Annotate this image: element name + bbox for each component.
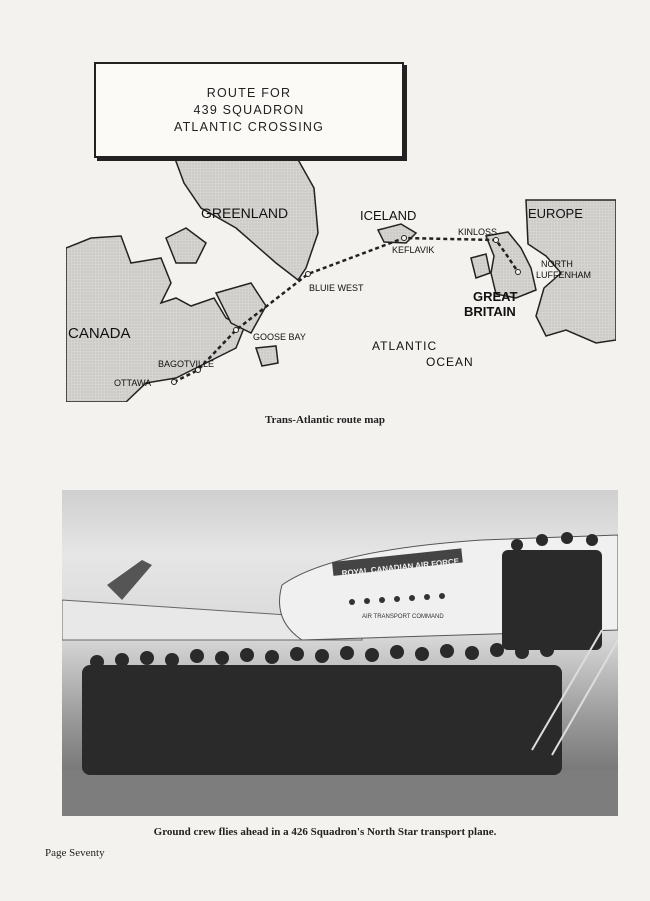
bluie-west-point bbox=[306, 272, 311, 277]
iceland-label: ICELAND bbox=[360, 208, 417, 223]
great-britain-label-2: BRITAIN bbox=[464, 304, 516, 319]
canada-label: CANADA bbox=[68, 325, 131, 342]
atlantic-label-2: OCEAN bbox=[426, 355, 474, 369]
north-luffenham-point bbox=[516, 270, 521, 275]
bluie-west-label: BLUIE WEST bbox=[309, 283, 364, 293]
keflavik-label: KEFLAVIK bbox=[392, 245, 435, 255]
goose-bay-label: GOOSE BAY bbox=[253, 332, 306, 342]
map-caption: Trans-Atlantic route map bbox=[265, 414, 385, 426]
europe-label: EUROPE bbox=[528, 206, 583, 221]
great-britain-label-1: GREAT bbox=[473, 289, 518, 304]
greenland-label: GREENLAND bbox=[201, 205, 289, 221]
atlantic-label-1: ATLANTIC bbox=[372, 339, 438, 353]
aircraft-lettering: ROYAL CANADIAN AIR FORCE bbox=[341, 556, 460, 578]
goose-bay-point bbox=[234, 328, 239, 333]
page-number: Page Seventy bbox=[45, 847, 105, 859]
map-title-line-2: 439 SQUADRON bbox=[193, 102, 305, 117]
north-luffenham-label-2: LUFFENHAM bbox=[536, 270, 592, 280]
north-luffenham-label-1: NORTH bbox=[541, 259, 573, 269]
ottawa-point bbox=[172, 380, 177, 385]
photo-caption: Ground crew flies ahead in a 426 Squadron's North Star transport plane. bbox=[153, 826, 497, 838]
ground-crew-photo bbox=[62, 490, 618, 816]
kinloss-point bbox=[494, 238, 499, 243]
map-title-line-1: ROUTE FOR bbox=[206, 85, 292, 100]
kinloss-label: KINLOSS bbox=[458, 227, 498, 237]
keflavik-point bbox=[402, 236, 407, 241]
bagotville-label: BAGOTVILLE bbox=[158, 359, 215, 369]
map-title-box bbox=[94, 62, 404, 158]
aircraft-sub-lettering: AIR TRANSPORT COMMAND bbox=[362, 614, 444, 620]
map-title-line-3: ATLANTIC CROSSING bbox=[173, 119, 325, 134]
ottawa-label: OTTAWA bbox=[114, 378, 152, 388]
